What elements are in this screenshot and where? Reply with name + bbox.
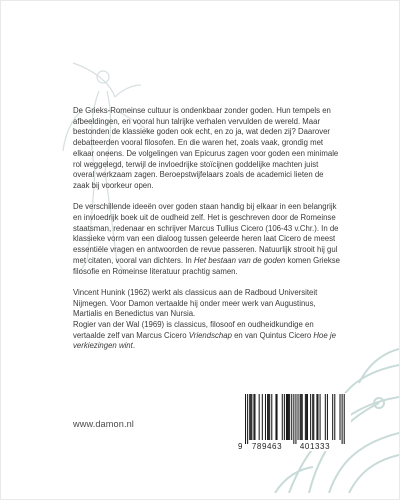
barcode-bar (271, 394, 272, 440)
barcode-bar (302, 394, 303, 440)
barcode-bar (269, 394, 270, 440)
barcode-bar (298, 394, 299, 440)
bio-text-end: . (132, 341, 135, 351)
barcode-right-digits: 401333 (299, 442, 331, 451)
barcode-bar (325, 394, 326, 440)
barcode-bar (262, 394, 263, 440)
barcode-bar (344, 394, 345, 444)
barcode-bar (253, 394, 254, 440)
barcode-bar (254, 394, 255, 440)
barcode-bar (312, 394, 313, 440)
barcode-bar (251, 394, 252, 440)
barcode-bar (320, 394, 321, 440)
barcode-bar (332, 394, 333, 440)
barcode-bar (317, 394, 318, 440)
barcode-bar (306, 394, 307, 440)
barcode-bar (327, 394, 328, 440)
title-vriendschap: Vriendschap (188, 330, 232, 340)
publisher-url: www.damon.nl (73, 419, 134, 429)
barcode-bar (301, 394, 302, 440)
barcode-bar (295, 394, 296, 444)
barcode-bar (316, 394, 317, 440)
description-text-end: komen Griekse filosofie en Romeinse literatuur prachtig samen. (73, 255, 341, 276)
barcode-bar (265, 394, 266, 440)
book-description-paragraph (73, 202, 341, 277)
barcode-bar (340, 394, 341, 440)
back-cover-text (73, 106, 341, 352)
barcode-bar (293, 394, 294, 444)
barcode-bar (259, 394, 260, 440)
intro-paragraph: De Grieks-Romeinse cultuur is ondenkbaar zonder goden. Hun tempels en afbeeldingen, en vooral hun talrijke verhalen vervulden de wereld. Maar bestonden de klassieke goden ook echt, en zo ja, wat deden zij? Daarover debatteerden vooral filosofen. En die waren het, zoals vaak, grondig met elkaar oneens. De volgelingen van Epicurus zagen voor goden een minimale rol weggelegd, terwijl de invloedrijke stoïcijnen goddelijke machten juist overal werkzaam zagen. Beroepstwijfelaars zoals de academici lieten de zaak bij voorkeur open. (73, 106, 339, 190)
barcode-bar (287, 394, 288, 440)
barcode-bar (313, 394, 314, 440)
isbn-barcode (237, 393, 351, 451)
barcode-bar (342, 394, 343, 444)
barcode-bar (277, 394, 278, 440)
barcode-bar (268, 394, 269, 440)
barcode-bar (275, 394, 276, 440)
barcode-bar (288, 394, 289, 440)
barcode-bar (307, 394, 308, 440)
barcode-bar (267, 394, 268, 440)
title-hoe-je-verkiezingen-wint: Hoe je verkiezingen wint (73, 330, 336, 351)
barcode-bars (237, 393, 351, 451)
barcode-bar (305, 394, 306, 440)
bio-text-middle: en van Quintus Cicero (231, 330, 314, 340)
barcode-bar (289, 394, 290, 440)
barcode-bar (286, 394, 287, 440)
barcode-bar (282, 394, 283, 440)
translator-bio-van-der-wal (73, 320, 341, 352)
barcode-first-digit: 9 (238, 442, 243, 451)
barcode-bar (245, 394, 246, 444)
barcode-bar (247, 394, 248, 444)
barcode-bar (291, 394, 292, 440)
translator-bio-hunink: Vincent Hunink (1962) werkt als classicus aan de Radboud Universiteit Nijmegen. Voor Damon vertaalde hij onder meer werk van Augustinus, Martialis en Benedictus van Nursia. (73, 287, 318, 319)
barcode-bar (310, 394, 311, 440)
description-text-start: De verschillende ideeën over goden staan handig bij elkaar in een belangrijk en invloedrijk boek uit de oudheid zelf. Het is geschreven door de Romeinse staatsman, redenaar en schrijver Marcus Tullius Cicero (106-43 v.Chr.). In de klassieke vorm van een dialoog tussen geleerde heren laat Cicero de meest essentiële vragen en antwoorden de revue passeren. Natuurlijk strooit hij gul met citaten, vooral van dichters. In (73, 202, 339, 265)
barcode-bar (300, 394, 301, 440)
barcode-bar (249, 394, 250, 440)
bio-text-start: Rogier van der Wal (1969) is classicus, filosoof en oudheidkundige en vertaalde zelf van Marcus Cicero (73, 320, 314, 340)
book-title-italic: Het bestaan van de goden (193, 255, 286, 265)
barcode-left-digits: 789463 (251, 442, 283, 451)
barcode-bar (334, 394, 335, 440)
barcode-bar (250, 394, 251, 440)
barcode-bar (284, 394, 285, 440)
